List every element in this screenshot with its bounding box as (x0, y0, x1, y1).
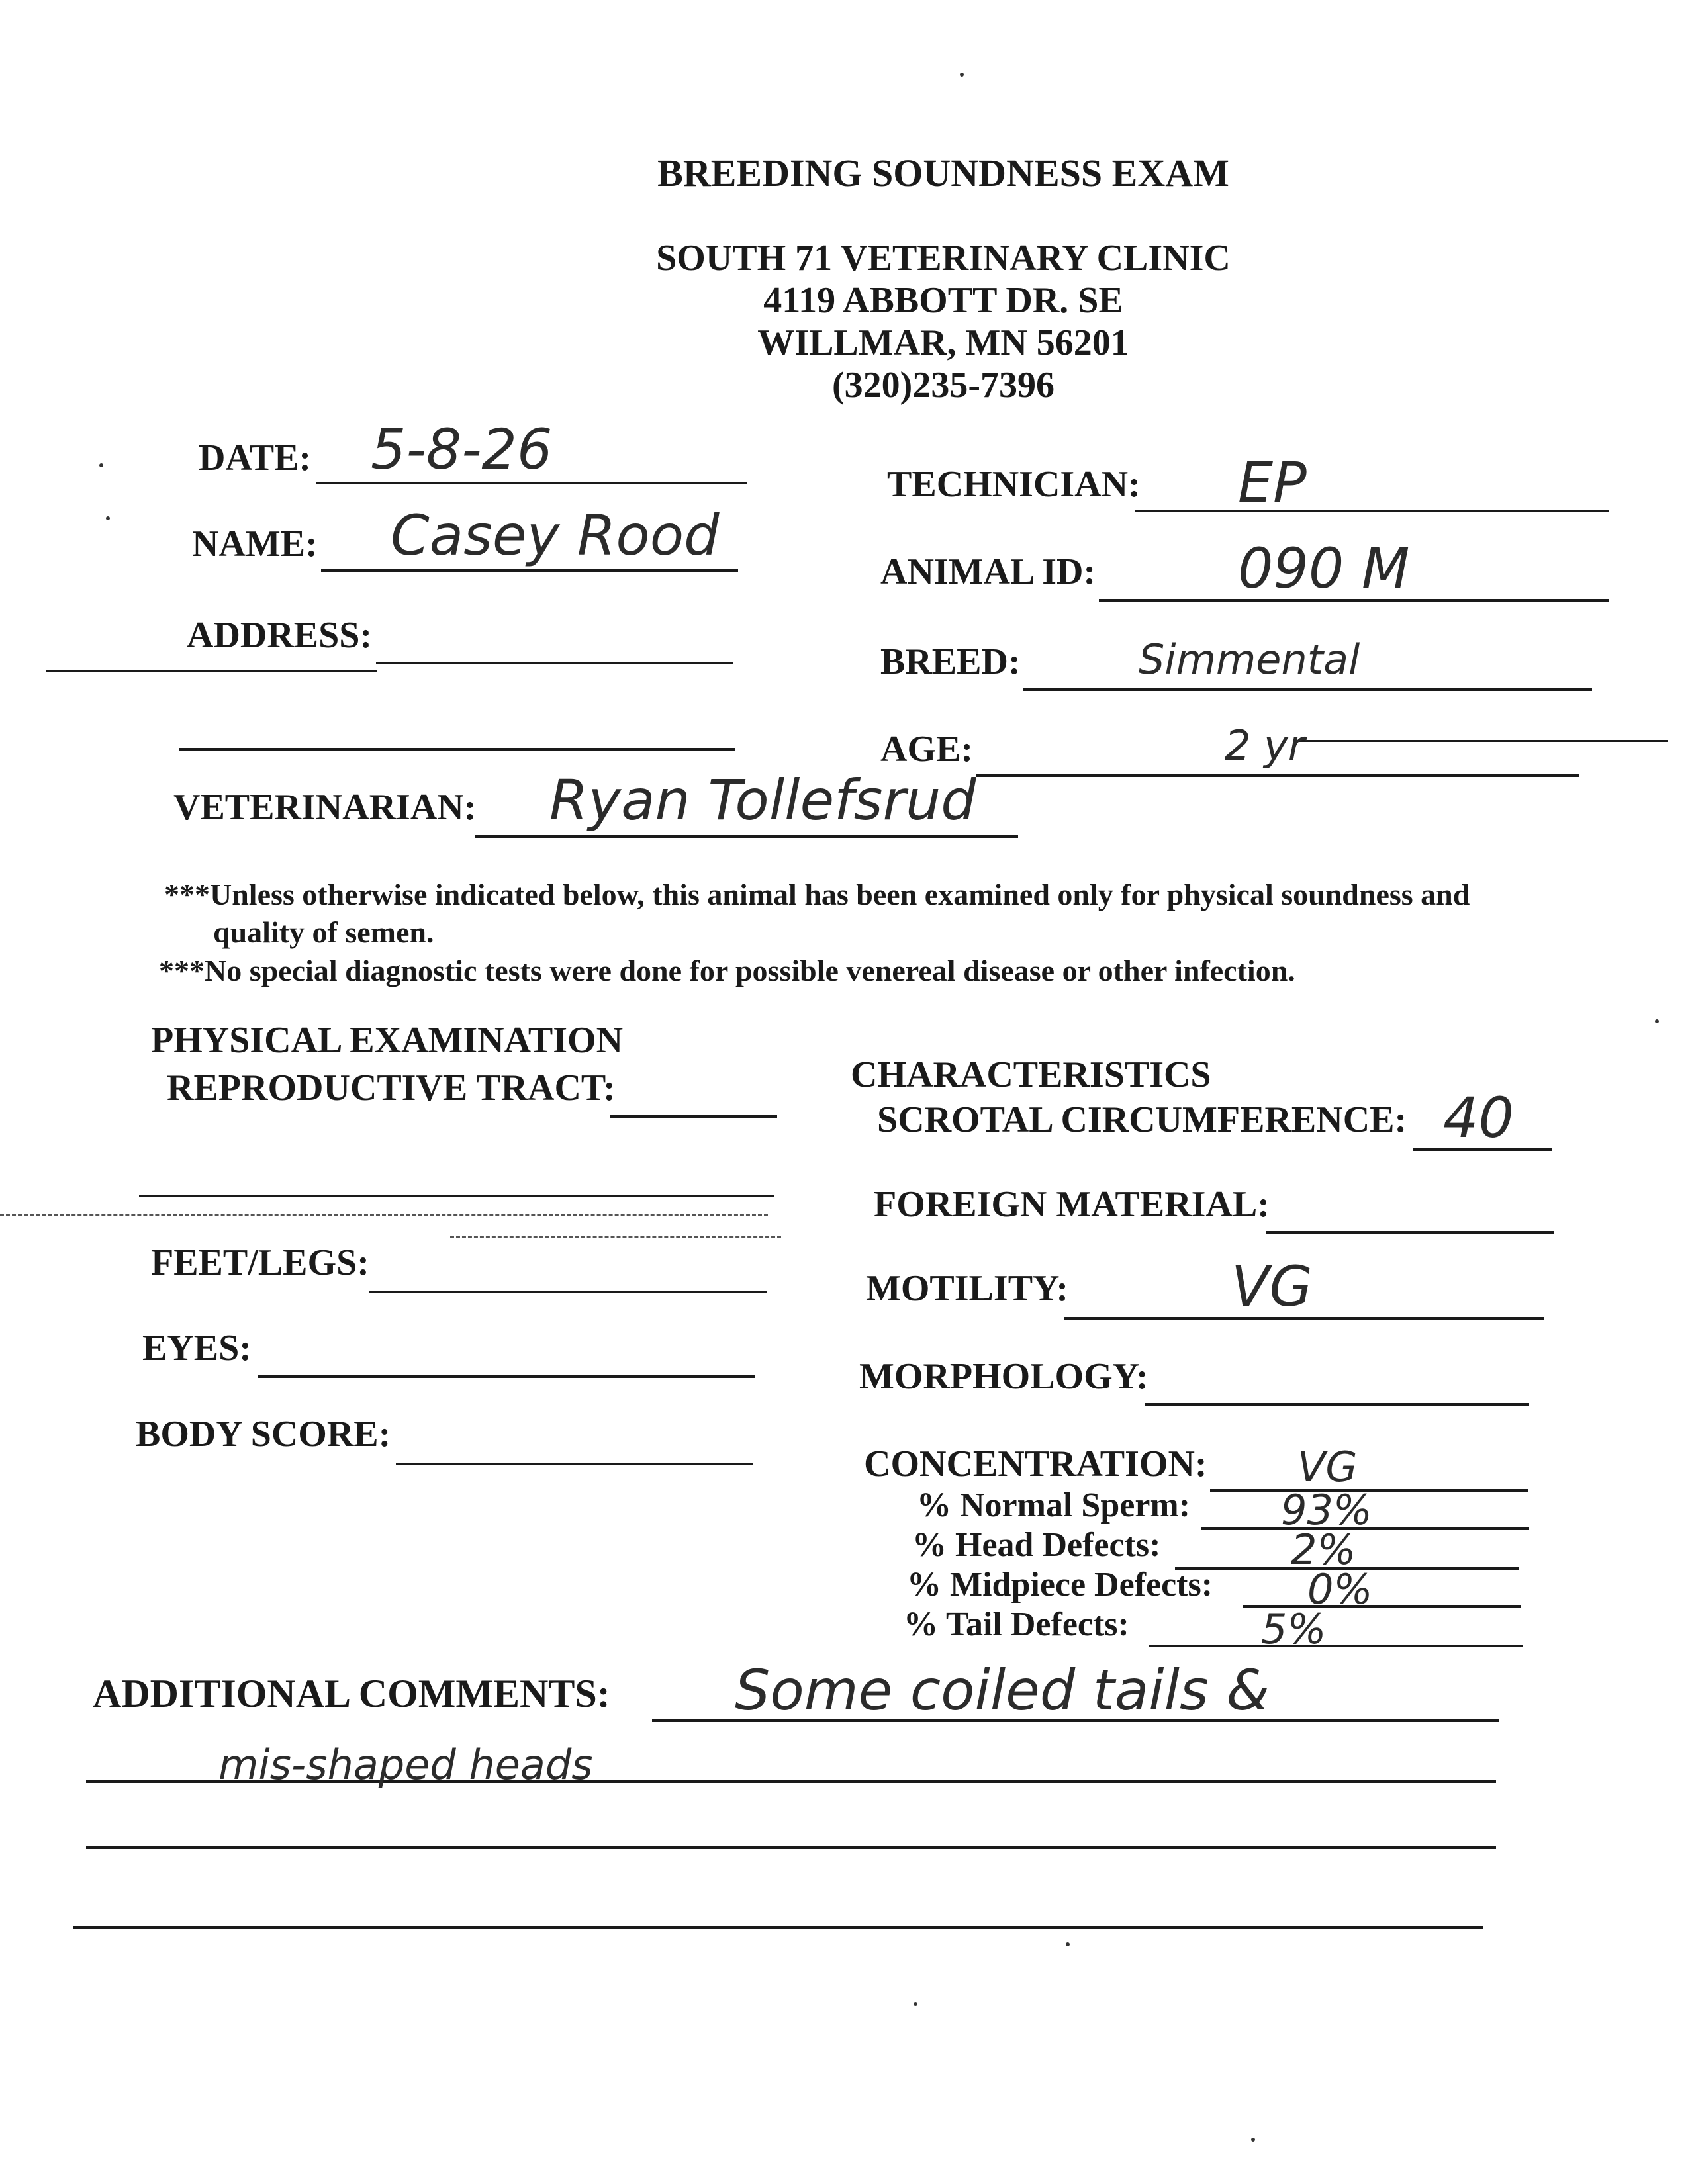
breed-label: BREED: (880, 641, 1021, 682)
name-line (321, 569, 738, 572)
normal-sperm-label: % Normal Sperm: (917, 1486, 1191, 1524)
exam-note-1b: quality of semen. (213, 915, 434, 949)
age-value[interactable]: 2 yr (1225, 721, 1305, 770)
physical-exam-heading: PHYSICAL EXAMINATION (151, 1020, 624, 1061)
scan-dashes (0, 1214, 768, 1216)
eyes-line (258, 1375, 755, 1378)
breed-line-ext (1297, 740, 1668, 742)
head-defects-value[interactable]: 2% (1291, 1525, 1356, 1574)
reproductive-tract-label: REPRODUCTIVE TRACT: (167, 1068, 616, 1109)
name-label: NAME: (192, 523, 318, 565)
concentration-label: CONCENTRATION: (864, 1443, 1207, 1484)
feet-legs-line (369, 1291, 767, 1293)
scan-speck (1655, 1019, 1659, 1023)
name-value[interactable]: Casey Rood (391, 503, 720, 568)
comments-value-line1[interactable]: Some coiled tails & (735, 1658, 1270, 1723)
additional-comments-label: ADDITIONAL COMMENTS: (93, 1672, 610, 1715)
animal-id-value[interactable]: 090 M (1238, 536, 1410, 601)
eyes-label: EYES: (142, 1328, 252, 1369)
form-title: BREEDING SOUNDNESS EXAM (657, 152, 1229, 195)
age-line (976, 774, 1579, 777)
comments-value-line2[interactable]: mis-shaped heads (218, 1741, 593, 1789)
normal-sperm-value[interactable]: 93% (1281, 1486, 1372, 1534)
motility-value[interactable]: VG (1231, 1254, 1313, 1319)
scan-speck (99, 463, 103, 467)
address-line-1-ext (46, 670, 377, 672)
date-line (316, 482, 747, 484)
technician-line (1135, 510, 1609, 512)
foreign-material-line (1266, 1231, 1554, 1234)
breed-value[interactable]: Simmental (1139, 635, 1360, 684)
technician-value[interactable]: EP (1238, 450, 1307, 515)
head-defects-label: % Head Defects: (912, 1526, 1161, 1564)
date-value[interactable]: 5-8-26 (371, 417, 553, 482)
animal-id-label: ANIMAL ID: (880, 551, 1096, 592)
scan-speck (1251, 2138, 1255, 2142)
address-line-2 (179, 748, 735, 751)
clinic-phone: (320)235-7396 (832, 365, 1055, 406)
scan-dashes-2 (450, 1236, 781, 1238)
clinic-address-line2: WILLMAR, MN 56201 (757, 322, 1129, 363)
midpiece-defects-label: % Midpiece Defects: (907, 1566, 1213, 1604)
reproductive-tract-line-2 (139, 1195, 774, 1197)
scrotal-circumference-value[interactable]: 40 (1443, 1085, 1514, 1150)
tail-defects-line (1149, 1645, 1523, 1647)
scan-speck (106, 516, 110, 520)
midpiece-defects-value[interactable]: 0% (1307, 1565, 1373, 1614)
veterinarian-line (475, 835, 1018, 838)
veterinarian-value[interactable]: Ryan Tollefsrud (549, 768, 976, 833)
date-label: DATE: (199, 437, 312, 478)
reproductive-tract-line (610, 1115, 777, 1118)
veterinarian-label: VETERINARIAN: (173, 787, 477, 828)
morphology-line (1145, 1403, 1529, 1406)
address-label: ADDRESS: (187, 615, 373, 656)
body-score-line (396, 1463, 753, 1465)
technician-label: TECHNICIAN: (887, 464, 1141, 505)
tail-defects-label: % Tail Defects: (904, 1606, 1129, 1643)
scan-speck (914, 2002, 917, 2006)
scan-speck (960, 73, 964, 77)
scrotal-circumference-label: SCROTAL CIRCUMFERENCE: (877, 1099, 1407, 1140)
characteristics-heading: CHARACTERISTICS (851, 1054, 1211, 1095)
comments-line-3 (86, 1846, 1496, 1849)
feet-legs-label: FEET/LEGS: (151, 1242, 369, 1283)
clinic-address-line1: 4119 ABBOTT DR. SE (763, 280, 1123, 321)
address-line-1 (376, 662, 733, 664)
tail-defects-value[interactable]: 5% (1261, 1605, 1327, 1653)
body-score-label: BODY SCORE: (136, 1414, 391, 1455)
clinic-name: SOUTH 71 VETERINARY CLINIC (656, 238, 1231, 279)
comments-line-4 (73, 1926, 1483, 1929)
exam-note-2: ***No special diagnostic tests were done for possible venereal disease or other infection. (159, 954, 1295, 987)
breed-line (1023, 688, 1592, 691)
concentration-value[interactable]: VG (1297, 1443, 1358, 1491)
motility-label: MOTILITY: (866, 1268, 1069, 1309)
age-label: AGE: (880, 729, 973, 770)
exam-note-1: ***Unless otherwise indicated below, this animal has been examined only for physical soundness and (164, 878, 1470, 911)
morphology-label: MORPHOLOGY: (859, 1356, 1149, 1397)
scan-speck (1066, 1942, 1070, 1946)
foreign-material-label: FOREIGN MATERIAL: (874, 1184, 1270, 1225)
